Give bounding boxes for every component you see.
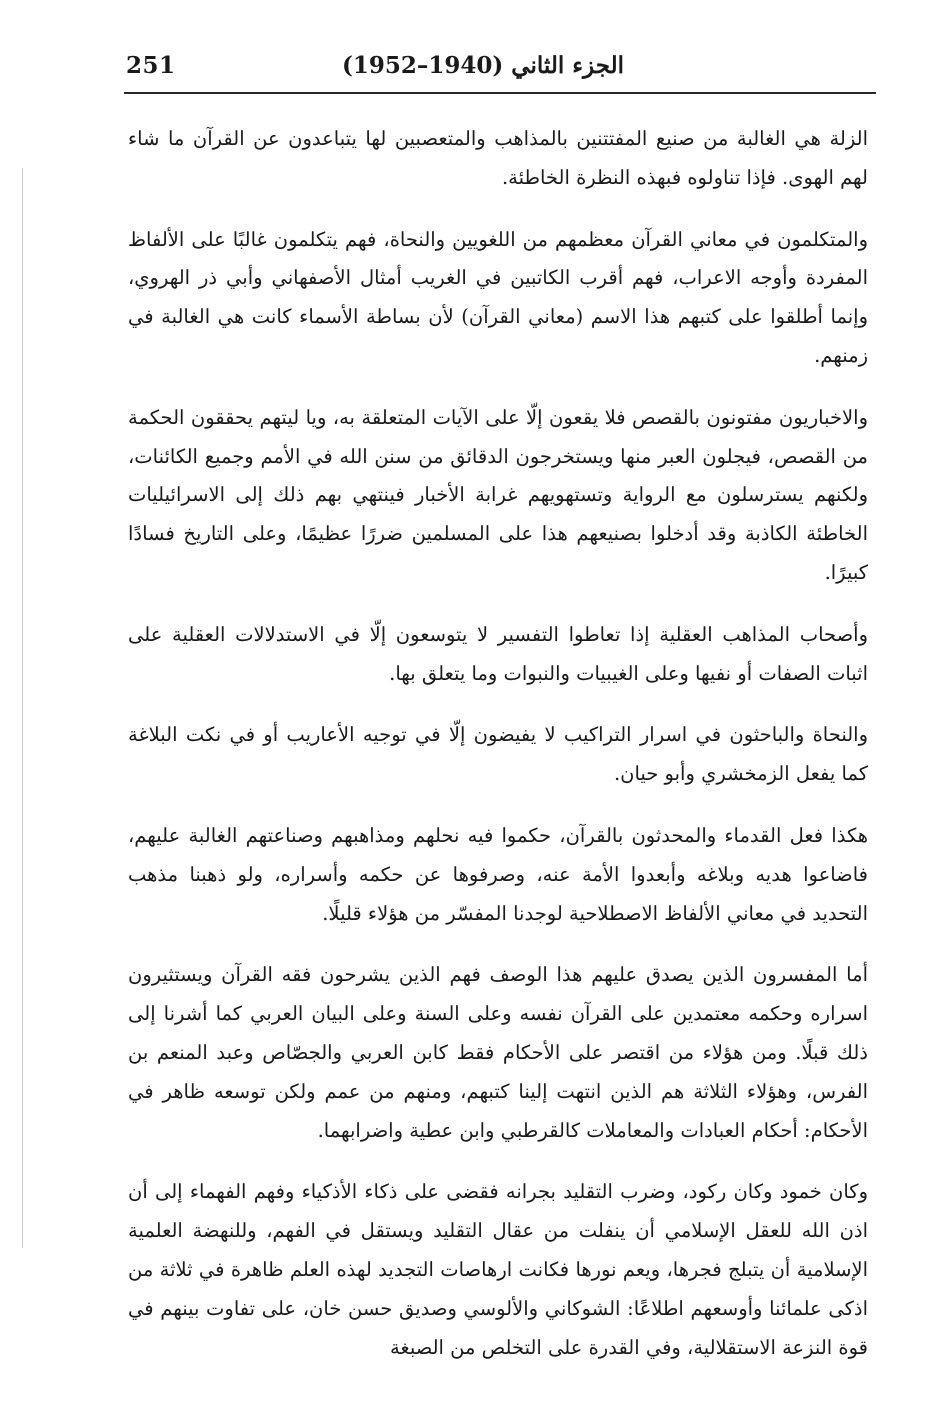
paragraph: وكان خمود وكان ركود، وضرب التقليد بجرانه فقضى على ذكاء الأذكياء وفهم الفهماء إلى أن اذن الله للعقل الإسلامي أن ينفلت من عقال التقليد ويستقل في الفهم، وللنهضة العلمية الإسلامية أن يتبلج فجرها، ويعم نورها فكانت ارهاصات التجديد لهذه العلم ظاهرة في ثلاثة من اذكى علمائنا وأوسعهم اطلاعًا: الشوكاني والألوسي وصديق حسن خان، على تفاوت بينهم في قوة النزعة الاستقلالية، وفي القدرة على التخلص من الصبغة — [128, 1180, 868, 1359]
paragraph: والاخباريون مفتونون بالقصص فلا يقعون إلّا على الآيات المتعلقة به، ويا ليتهم يحققون الحكمة من القصص، فيجلون العبر منها ويستخرجون الدقائق من سنن الله في الأمم وجميع الكائنات، ولكنهم يسترسلون مع الرواية وتستهويهم غرابة الأخبار فينتهي بهم ذلك إلى الاسرائيليات الخاطئة الكاذبة وقد أدخلوا بصنيعهم هذا على المسلمين ضررًا عظيمًا، وعلى التاريخ فسادًا كبيرًا. — [128, 405, 868, 584]
page-header — [126, 46, 876, 96]
paragraph: وأصحاب المذاهب العقلية إذا تعاطوا التفسير لا يتوسعون إلّا في الاستدلالات العقلية على اثبات الصفات أو نفيها وعلى الغيبيات والنبوات وما يتعلق بها. — [128, 622, 868, 685]
header-rule — [124, 92, 876, 94]
body-text — [128, 120, 868, 1390]
paragraph: هكذا فعل القدماء والمحدثون بالقرآن، حكموا فيه نحلهم ومذاهبهم وصناعتهم الغالبة عليهم، فاضاعوا هديه وبلاغه وأبعدوا الأمة عنه، وصرفوها عن حكمه وأسراره، ولو ذهبنا مذهب التحديد في معاني الألفاظ الاصطلاحية لوجدنا المفسّر من هؤلاء قليلًا. — [128, 823, 868, 925]
paragraph: الزلة هي الغالبة من صنيع المفتتنين بالمذاهب والمتعصبين لها يتباعدون عن القرآن ما شاء لهم الهوى. فإذا تناولوه فبهذه النظرة الخاطئة. — [128, 127, 868, 189]
page-edge-shadow — [22, 168, 23, 1248]
running-head: الجزء الثاني (1940–1952) — [342, 52, 624, 79]
page-number: 251 — [126, 52, 176, 79]
paragraph: والمتكلمون في معاني القرآن معظمهم من اللغويين والنحاة، فهم يتكلمون غالبًا على الألفاظ المفردة وأوجه الاعراب، فهم أقرب الكاتبين في الغريب أمثال الأصفهاني وأبي ذر الهروي، وإنما أطلقوا على كتبهم هذا الاسم (معاني القرآن) لأن بساطة الأسماء كانت هي الغالبة في زمنهم. — [128, 227, 868, 367]
paragraph: أما المفسرون الذين يصدق عليهم هذا الوصف فهم الذين يشرحون فقه القرآن ويستثيرون اسراره وحكمه معتمدين على القرآن نفسه وعلى السنة وعلى البيان العربي كما أشرنا إلى ذلك قبلًا. ومن هؤلاء من اقتصر على الأحكام فقط كابن العربي والجصّاص وعبد المنعم بن الفرس، وهؤلاء الثلاثة هم الذين انتهت إلينا كتبهم، ومنهم من عمم ولكن توسعه ظاهر في الأحكام: أحكام العبادات والمعاملات كالقرطبي وابن عطية واضرابهما. — [128, 963, 868, 1142]
paragraph: والنحاة والباحثون في اسرار التراكيب لا يفيضون إلّا في توجيه الأعاريب أو في نكت البلاغة كما يفعل الزمخشري وأبو حيان. — [128, 723, 868, 786]
